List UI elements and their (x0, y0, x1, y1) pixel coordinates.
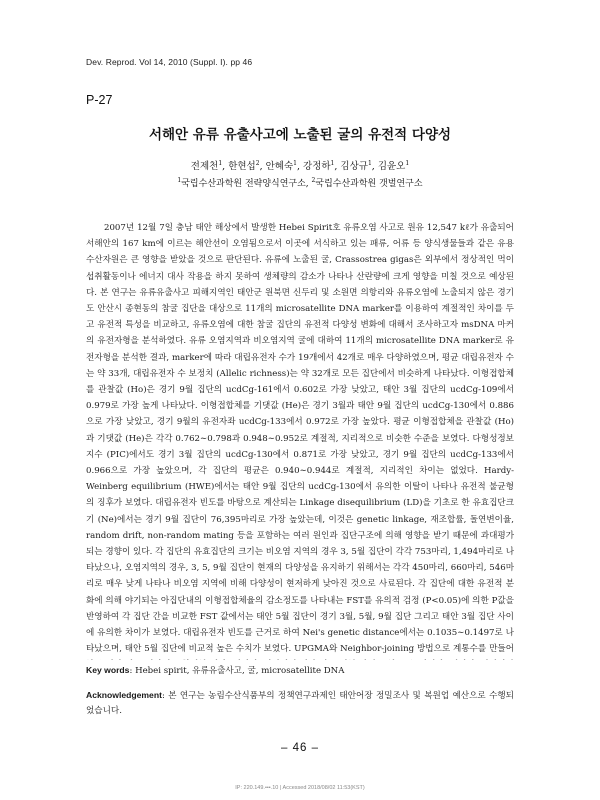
abstract-body: 2007년 12월 7일 충남 태안 해상에서 발생한 Hebei Spirit호 유류오염 사고로 원유 12,547 kℓ가 유출되어 서해안의 167 km에 이르는 해안선이 오염됨으로서 이곳에 서식하고 있는 패류, 어류 등 양식생물들과 같은 유용 수산자원은 큰 영향을 받았을 것으로 판단된다. 유류에 노출된 굴, Crassostrea gigas은 외부에서 정상적인 먹이 섭취활동이나 에너지 대사 작용을 하지 못하여 생체량의 감소가 나타나 산란량에 크게 영향을 미칠 것으로 예상된다. 본 연구는 유류유출사고 피해지역인 태안군 원북면 신두리 및 소원면 의항리와 유류오염에 노출되지 않은 경기도 안산시 종현동의 참굴 집단을 대상으로 11개의 microsatellite DNA marker를 이용하여 계절적인 차이를 두고 유전적 특성을 비교하고, 유류오염에 대한 참굴 집단의 유전적 다양성 변화에 대해서 조사하고자 msDNA 마커의 유전자형을 분석하였다. 유류 오염지역과 비오염지역 굴에 대하여 11개의 microsatellite DNA marker로 유전자형을 분석한 결과, marker에 따라 대립유전자 수가 19개에서 42개로 매우 다양하였으며, 평균 대립유전자 수는 약 33개, 대립유전자 수 보정치 (Allelic richness)는 약 32개로 모든 집단에서 비슷하게 나타났다. 이형접합체를 관찰값 (Ho)은 경기 9월 집단의 ucdCg-161에서 0.602로 가장 낮았고, 태안 3월 집단의 ucdCg-109에서 0.979로 가장 높게 나타났다. 이형접합체를 기댓값 (He)은 경기 3월과 태안 9월 집단의 ucdCg-130에서 0.886으로 가장 낮았고, 경기 9월의 유전자좌 ucdCg-133에서 0.972로 가장 높았다. 평균 이형접합체을 관찰값 (Ho)과 기댓값 (He)은 각각 0.762∼0.798과 0.948∼0.952로 계절적, 지리적으로 비슷한 수준을 보였다. 다형성정보지수 (PIC)에서도 경기 3월 집단의 ucdCg-130에서 0.871로 가장 낮았고, 경기 9월 집단의 ucdCg-133에서 0.966으로 가장 높았으며, 각 집단의 평균은 0.940∼0.944로 계절적, 지리적인 차이는 없었다. Hardy-Weinberg equilibrium (HWE)에서는 태안 9월 집단의 ucdCg-130에서 유의한 이탈이 나타나 유전적 불균형의 징후가 보였다. 대립유전자 빈도를 바탕으로 계산되는 Linkage disequilibrium (LD)을 기초로 한 유효집단크기 (Ne)에서는 경기 9월 집단이 76,395마리로 가장 높았는데, 이것은 genetic linkage, 재조합률, 돌연변이율, random drift, non-random mating 등을 포함하는 여러 원인과 집단구조에 의해 영향을 받기 때문에 과대평가되는 경향이 있다. 각 집단의 유효집단의 크기는 비오염 지역의 경우 3, 5월 집단이 각각 753마리, 1,494마리로 나타났으나, 오염지역의 경우, 3, 5, 9월 집단이 현재의 다양성을 유지하기 위해서는 각각 450마리, 660마리, 546마리로 매우 낮게 나타나 비오염 지역에 비해 다양성이 현저하게 낮아진 것으로 사료된다. 각 집단에 대한 유전적 분화에 의해 야기되는 아집단내의 이형접합체율의 감소정도를 나타내는 FST를 유의적 검정 (P<0.05)에 의한 P값을 반영하여 각 집단 간을 비교한 FST 값에서는 태안 5월 집단이 경기 3월, 5월, 9월 집단 그리고 태안 3월 집단 사이에 유의한 차이가 보였다. 대립유전자 빈도를 근거로 하여 Nei's genetic distance에서는 0.1035∼0.1497로 나타났으며, 태안 5월 집단에 비교적 높은 수치가 보였다. UPGMA와 Neighbor-joining 방법으로 계통수를 만들어 (86, 223, 514, 655)
author-separator: , (371, 161, 378, 172)
access-footer: IP: 220.149.•••.10 | Accessed 2018/08/02 11:53(KST) (235, 785, 365, 791)
author-affil-mark: 1 (367, 159, 372, 167)
author-name: 김상규 (340, 161, 368, 172)
journal-citation: Dev. Reprod. Vol 14, 2010 (Suppl. I). pp 46 (86, 57, 253, 67)
affiliation-text: 국립수산과학원 전략양식연구소, (181, 179, 312, 189)
keywords-label: Key words (86, 665, 130, 675)
author-affil-mark: 1 (330, 159, 335, 167)
author-affil-mark: 2 (255, 159, 260, 167)
page-number: – 46 – (281, 742, 319, 754)
author-name: 김윤오 (377, 161, 406, 172)
affil-mark: 1 (177, 177, 182, 184)
acknowledgement (86, 688, 514, 719)
keywords-text: : Hebei spirit, 유류유출사고, 굴, microsatellite DNA (129, 666, 345, 676)
author-separator: , (222, 161, 229, 172)
poster-code: P-27 (86, 93, 113, 107)
keywords (86, 664, 514, 676)
author-separator: , (296, 161, 304, 172)
acknowledgement-label: Acknowledgement (86, 690, 162, 700)
author-affil-mark: 1 (218, 159, 223, 167)
author-name: 안혜숙 (265, 161, 294, 172)
author-name: 전제천 (190, 161, 219, 172)
author-separator: , (334, 161, 341, 172)
affiliations (86, 176, 514, 189)
author-affil-mark: 1 (405, 159, 410, 167)
author-affil-mark: 1 (293, 159, 297, 167)
author-separator: , (259, 161, 266, 172)
paper-title: 서해안 유류 유출사고에 노출된 굴의 유전적 다양성 (148, 127, 452, 143)
author-name: 강정하 (303, 161, 331, 172)
affil-mark: 2 (311, 177, 316, 184)
affiliation-text: 국립수산과학원 갯벌연구소 (315, 179, 423, 189)
acknowledgement-text: : 본 연구는 농림수산식품부의 정책연구과제인 태안어장 정밀조사 및 복원업 예산으로 수행되었습니다. (86, 691, 514, 716)
author-list (86, 158, 514, 172)
author-name: 한현섭 (228, 161, 256, 172)
